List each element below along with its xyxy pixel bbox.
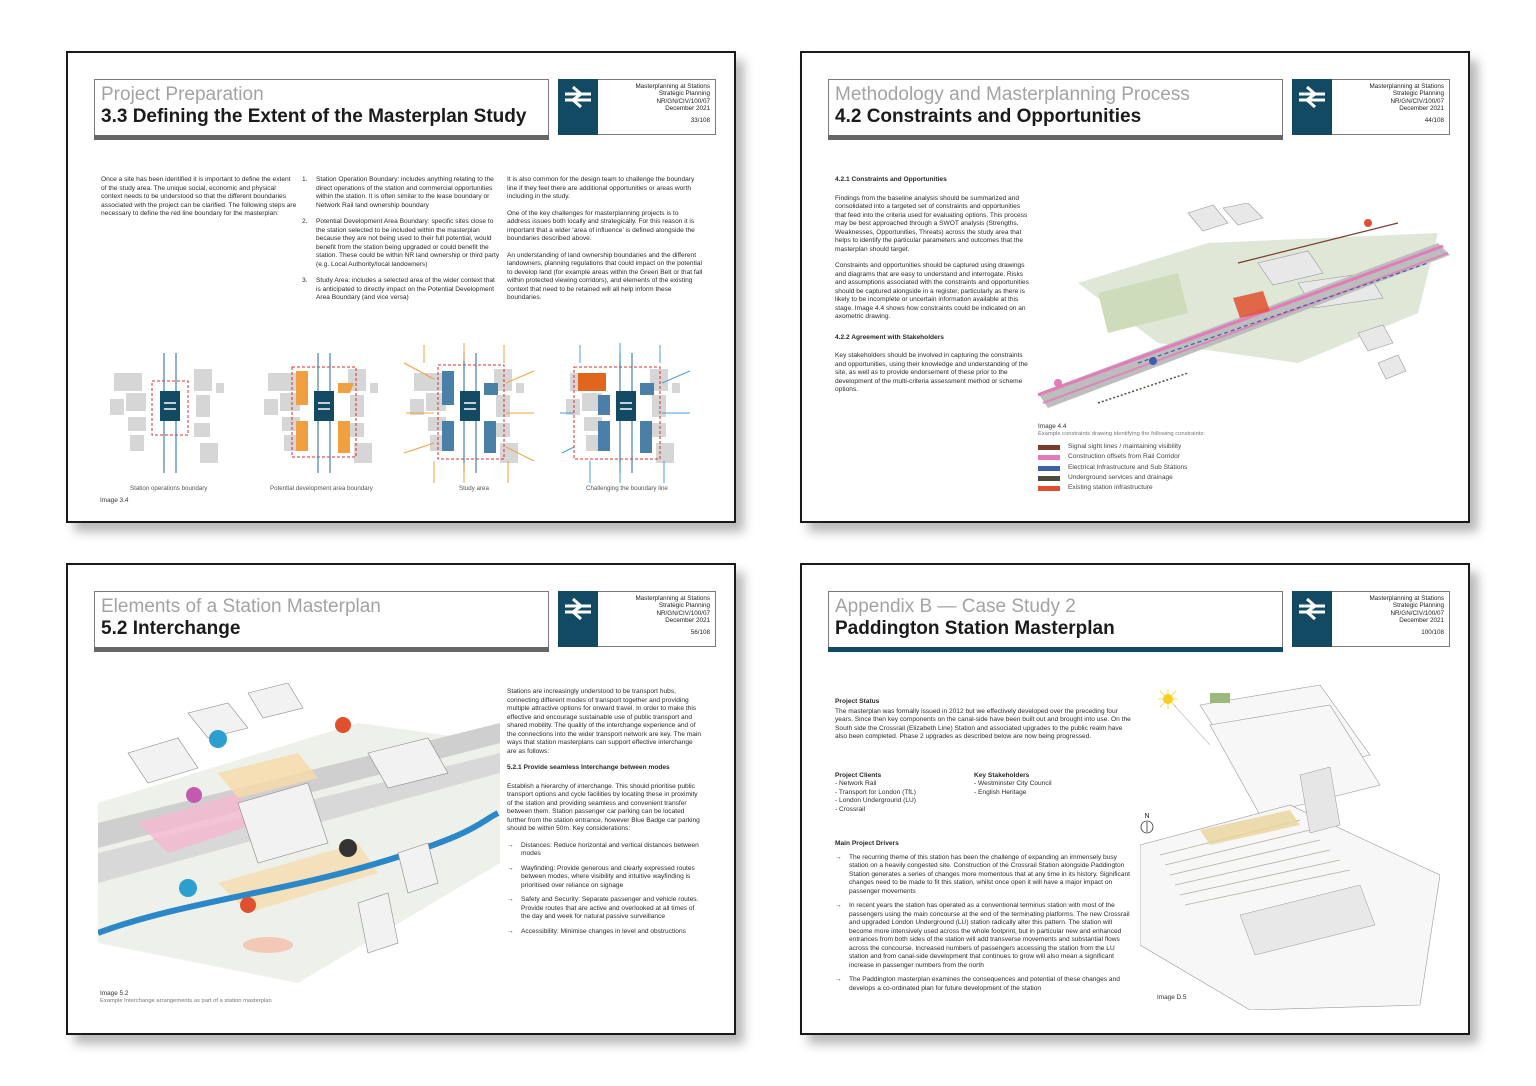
constraints-axonometric-drawing [1038,203,1450,423]
network-rail-logo-icon [558,591,598,647]
document-meta: Masterplanning at Stations Strategic Planning NR/GN/CIV/100/07 December 2021 56/108 [598,591,716,647]
page-title: 5.2 Interchange [101,618,241,639]
document-meta: Masterplanning at Stations Strategic Planning NR/GN/CIV/100/07 December 2021 33/108 [598,79,716,135]
legend-item: Underground services and drainage [1038,474,1187,484]
diagram-study-area [404,343,534,483]
legend-item: Construction offsets from Rail Corridor [1038,453,1187,463]
boundary-diagrams [104,343,714,483]
column-three-text: It is also common for the design team to challenge the boundary line if they feel there are additional opportunities or areas worth including in the study. One of the key challenges for masterplanning projects is to address issues both locally and strategically. For this reason it is important that a wider ‘area of influence’ is defined alongside the boundaries described above. An understanding of land ownership boundaries and the different landowners, planning regulations that could impact on the potential to develop land (for example areas within the Green Belt or that fall within protected viewing corridors), and elements of the existing context that need to be retained will all help inform these boundaries. [507,176,703,301]
page-header [94,591,549,647]
diagram-challenging-boundary [560,343,690,483]
list-item: → The recurring theme of this station has been the challenge of expanding an immensely busy station on a heavily congested site. Construction of the Crossrail Station alongside Paddington Station generates a series of changes more momentous that at any time in its history. Significant changes need to be made to fit this station, whilst once open it will have a major impact on passenger movements [835,853,1130,895]
network-rail-logo-icon [1292,79,1332,135]
legend-item: Signal sight lines / maintaining visibility [1038,443,1187,453]
list-item: 3. Study Area: includes a selected area of the wider context that is anticipated to directly impact on the Potential Development Area Boundary (and vice versa) [302,277,495,301]
list-item: → Wayfinding: Provide generous and clearly expressed routes between modes, where visibility and intuitive wayfinding is prioritised over reliance on signage [507,864,695,889]
section-title: Project Preparation [101,84,264,105]
document-page-56[interactable] [66,563,736,1035]
document-page-100[interactable] [800,563,1470,1035]
project-clients: Project Clients - Network Rail - Transport for London (TfL) - London Underground (LU) - Crossrail [835,772,917,813]
constraints-legend [1038,443,1187,494]
caption-challenging-boundary: Challenging the boundary line [586,485,668,492]
document-meta: Masterplanning at Stations Strategic Planning NR/GN/CIV/100/07 December 2021 100/108 [1332,591,1450,647]
legend-swatch [1038,455,1060,460]
legend-swatch [1038,476,1060,481]
list-item: → Distances: Reduce horizontal and vertical distances between modes [507,841,699,857]
page-title: Paddington Station Masterplan [835,618,1115,639]
page-header [94,79,549,135]
image-caption: Example Interchange arrangements as part of a station masterplan [100,998,272,1004]
list-item: → In recent years the station has operated as a conventional terminus station with most of the passengers using the main concourse at the end of the terminating platforms. The new Crossrail and upgraded London Underground (LU) station radically alter this pattern. The station will become more intensively used across the whole footprint, but in particular new and enhanced entrances from both sides of the station will add transverse movements and substantial flows across the concourse. Increased numbers of passengers accessing the station from the LU station and from canal-side development that continues to grow will also mean a significant increase in passenger numbers from the north [835,902,1130,969]
page-title: 4.2 Constraints and Opportunities [835,106,1142,127]
document-page-44[interactable] [800,51,1470,523]
diagram-potential-development [264,353,378,473]
image-label: Image 3.4 [100,497,129,504]
project-status: Project Status The masterplan was formally issued in 2012 but we effectively developed over the preceding four years. Since then key components on the canal-side have been built out and brought into use. On the South side the Crossrail (Elizabeth Line) Station and associated upgrades to the public realm have also been completed. Phase 2 upgrades as described below are now being progressed. [835,698,1131,740]
legend-item: Existing station infrastructure [1038,484,1187,494]
page-number: 44/108 [1424,117,1444,125]
legend-swatch [1038,486,1060,491]
network-rail-logo-icon [558,79,598,135]
page-header [828,79,1283,135]
page-number: 56/108 [690,629,710,637]
interchange-axonometric-drawing [98,683,500,983]
list-item: 1. Station Operation Boundary: includes anything relating to the direct operations of the station and commercial opportunities within the station. It is often similar to the lease boundary or Network Rail land ownership boundary [302,176,494,209]
key-stakeholders: Key Stakeholders - Westminster City Council - English Heritage [974,772,1052,796]
document-page-33[interactable] [66,51,736,523]
image-caption: Example constraints drawing identifying the following constraints: [1038,431,1205,437]
image-label: Image D.5 [1157,994,1187,1001]
caption-potential-development: Potential development area boundary [270,485,373,492]
image-label: Image 4.4 [1038,423,1067,430]
header-rule [828,647,1283,652]
diagram-station-operations [110,353,224,473]
section-title: Methodology and Masterplanning Process [835,84,1190,105]
list-item: 2. Potential Development Area Boundary: specific sites close to the station selected to be included within the masterplan because they are not being used to their full potential, would benefit from the station being upgraded or could benefit the station. These could be within NR land ownership or third party (e.g. Local Authority/local landowners) [302,218,500,268]
list-item: → The Paddington masterplan examines the consequences and potential of these changes and develops a co-ordinated plan for future development of the station [835,976,1120,992]
legend-swatch [1038,445,1060,450]
paddington-axonometric-drawing [1140,685,1440,1010]
document-meta: Masterplanning at Stations Strategic Planning NR/GN/CIV/100/07 December 2021 44/108 [1332,79,1450,135]
legend-item: Electrical Infrastructure and Sub Stations [1038,464,1187,474]
page-header [828,591,1283,647]
legend-swatch [1038,466,1060,471]
section-title: Elements of a Station Masterplan [101,596,381,617]
interchange-text: Stations are increasingly understood to be transport hubs, connecting different modes of transport together and providing multiple attractive options for onward travel. In order to make this effective and encourage sustainable use of public transport and shared mobility. The quality of the interchange experience and of the connections into the wider transport network are key. The main ways that station masterplans can support effective interchange are as follows: 5.2.1 Provide seamless Interchange between modes Establish a hierarchy of interchange. This should prioritise public transport options and cycle facilities by locating these in proximity of the station and providing seamless and convenient transfer between them. Station passenger car parking can be located further from the station entrance, however Blue Badge car parking should be within 50m. Key considerations: → Distances: Reduce horizontal and vertical distances between modes → Wayfinding: Provide generous and clearly expressed routes between modes, where visibility and intuitive wayfinding is prioritised over reliance on signage → Safety and Security: Separate passenger and vehicle routes. Provide routes that are active and overlooked at all times of the day and week for natural passive surveillance → Accessibility: Minimise changes in level and obstructions [507,688,702,935]
list-item: → Safety and Security: Separate passenger and vehicle routes. Provide routes that are active and overlooked at all times of the day and week for natural passive surveillance [507,896,699,920]
header-rule [94,647,549,652]
header-rule [94,135,549,140]
north-arrow-icon: N [1139,813,1155,837]
intro-text: Once a site has been identified it is important to define the extent of the study area. The unique social, economic and physical context needs to be understood so that the different boundaries associated with the project can be clarified. The following steps are necessary to define the red line boundary for the masterplan: [101,176,297,217]
page-title: 3.3 Defining the Extent of the Masterplan Study [101,106,527,127]
list-item: → Accessibility: Minimise changes in level and obstructions [507,927,686,935]
project-drivers: Main Project Drivers → The recurring theme of this station has been the challenge of expanding an immensely busy station on a heavily congested site. Construction of the Crossrail Station alongside Paddington Station generates a series of changes more momentous that at any time in its history. Significant changes need to be made to fit this station, whilst once open it will have a major impact on passenger movements → In recent years the station has operated as a conventional terminus station with most of the passengers using the main concourse at the end of the terminating platforms. The new Crossrail and upgraded London Underground (LU) station radically alter this pattern. The station will become more intensively used across the whole footprint, but in particular new and enhanced entrances from both sides of the station will add transverse movements and substantial flows across the concourse. Increased numbers of passengers accessing the station from the LU station and from canal-side development that continues to grow will also mean a significant increase in passenger numbers from the north → The Paddington masterplan examines the consequences and potential of these changes and develops a co-ordinated plan for future development of the station [835,840,1130,992]
caption-station-operations: Station operations boundary [130,485,208,492]
page-number: 33/108 [690,117,710,125]
network-rail-logo-icon [1292,591,1332,647]
caption-study-area: Study area [459,485,489,492]
image-label: Image 5.2 [100,990,129,997]
page-number: 100/108 [1421,629,1444,637]
steps-list [302,176,500,311]
header-rule [828,135,1283,140]
constraints-text: 4.2.1 Constraints and Opportunities Findings from the baseline analysis should be summarized and consolidated into a targeted set of constraints and opportunities that feed into the criteria used for evaluating options. This process may be best approached through a SWOT analysis (Strengths, Weaknesses, Opportunities, Threats) across the study area that helps to identify the particular parameters and outcomes that the masterplan should target. Constraints and opportunities should be captured using drawings and diagrams that are easy to understand and interrogate. Risks and assumptions associated with the constraints and opportunities should be captured alongside in a register, particularly as there is likely to be incomplete or uncertain information available at this stage. Image 4.4 shows how constraints could be indicated on an axometric drawing. 4.2.2 Agreement with Stakeholders Key stakeholders should be involved in capturing the constraints and opportunities, using their knowledge and understanding of the site, as well as to provide endorsement of these prior to the development of the multi-criteria assessment method or scheme options. [835,176,1029,393]
section-title: Appendix B — Case Study 2 [835,596,1076,617]
